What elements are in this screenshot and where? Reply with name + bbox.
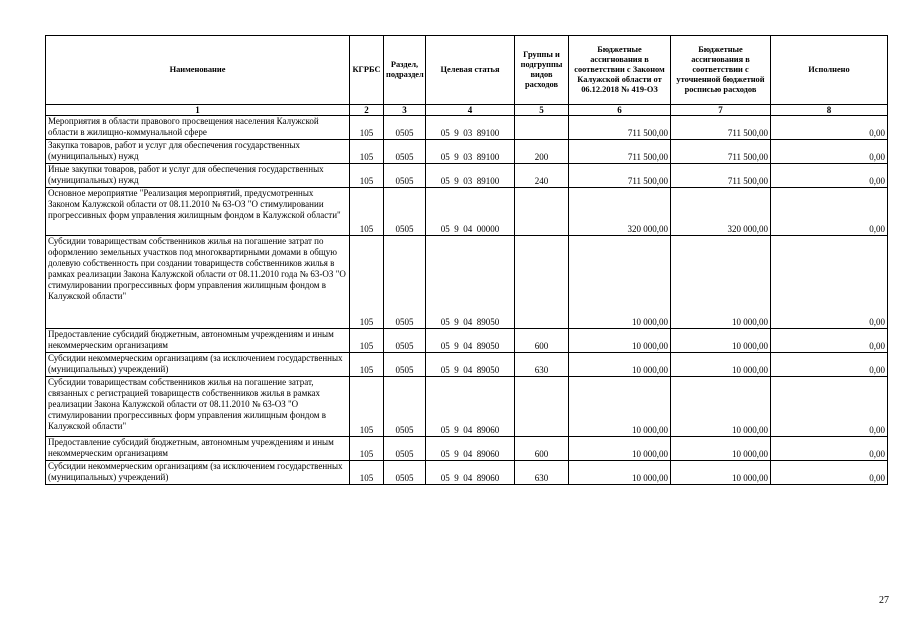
column-number: 4	[426, 105, 515, 116]
row-section: 0505	[384, 353, 426, 377]
column-number: 8	[771, 105, 888, 116]
row-kgrbs: 105	[350, 329, 384, 353]
row-executed: 0,00	[771, 188, 888, 236]
row-target: 05 9 04 89050	[426, 353, 515, 377]
row-law: 10 000,00	[569, 461, 671, 485]
row-name: Иные закупки товаров, работ и услуг для обеспечения государственных (муниципальных) нужд	[46, 164, 350, 188]
table-row	[46, 377, 888, 437]
row-target: 05 9 04 00000	[426, 188, 515, 236]
row-kgrbs: 105	[350, 116, 384, 140]
row-refined: 10 000,00	[671, 353, 771, 377]
row-section: 0505	[384, 116, 426, 140]
header-groups: Группы и подгруппы видов расходов	[515, 36, 569, 105]
row-executed: 0,00	[771, 437, 888, 461]
row-name: Предоставление субсидий бюджетным, автономным учреждениям и иным некоммерческим организациям	[46, 329, 350, 353]
row-law: 711 500,00	[569, 116, 671, 140]
row-name: Основное мероприятие "Реализация мероприятий, предусмотренных Законом Калужской области от 08.11.2010 № 63-ОЗ "О стимулировании прогрессивных форм управления жилищным фондом в Калужской области"	[46, 188, 350, 236]
row-section: 0505	[384, 188, 426, 236]
row-name: Предоставление субсидий бюджетным, автономным учреждениям и иным некоммерческим организациям	[46, 437, 350, 461]
table-row	[46, 140, 888, 164]
row-target: 05 9 03 89100	[426, 116, 515, 140]
row-law: 10 000,00	[569, 353, 671, 377]
header-section: Раздел, подраздел	[384, 36, 426, 105]
row-name: Субсидии товариществам собственников жилья на погашение затрат по оформлению земельных участков под многоквартирными домами в общую долевую собственность при создании товариществ собственников жилья в рамках реализации Закона Калужской области от 08.11.2010 года № 63-ОЗ "О стимулировании прогрессивных форм управления жилищным фондом в Калужской области"	[46, 236, 350, 329]
table-row	[46, 329, 888, 353]
row-executed: 0,00	[771, 164, 888, 188]
row-group: 600	[515, 437, 569, 461]
row-name: Субсидии некоммерческим организациям (за исключением государственных (муниципальных) учреждений)	[46, 461, 350, 485]
row-group	[515, 116, 569, 140]
row-law: 711 500,00	[569, 164, 671, 188]
row-target: 05 9 03 89100	[426, 140, 515, 164]
column-number: 6	[569, 105, 671, 116]
header-law: Бюджетные ассигнования в соответствии с Законом Калужской области от 06.12.2018 № 419-ОЗ	[569, 36, 671, 105]
row-refined: 320 000,00	[671, 188, 771, 236]
row-target: 05 9 04 89060	[426, 437, 515, 461]
row-refined: 10 000,00	[671, 377, 771, 437]
row-law: 10 000,00	[569, 437, 671, 461]
row-kgrbs: 105	[350, 437, 384, 461]
row-target: 05 9 04 89060	[426, 377, 515, 437]
header-name: Наименование	[46, 36, 350, 105]
row-group: 600	[515, 329, 569, 353]
row-refined: 711 500,00	[671, 116, 771, 140]
row-executed: 0,00	[771, 329, 888, 353]
row-target: 05 9 04 89050	[426, 236, 515, 329]
row-kgrbs: 105	[350, 188, 384, 236]
row-refined: 10 000,00	[671, 461, 771, 485]
row-target: 05 9 04 89050	[426, 329, 515, 353]
table-row	[46, 164, 888, 188]
row-kgrbs: 105	[350, 353, 384, 377]
row-executed: 0,00	[771, 377, 888, 437]
row-section: 0505	[384, 377, 426, 437]
column-number: 1	[46, 105, 350, 116]
table-row	[46, 236, 888, 329]
row-section: 0505	[384, 461, 426, 485]
header-refined: Бюджетные ассигнования в соответствии с уточненной бюджетной росписью расходов	[671, 36, 771, 105]
row-section: 0505	[384, 164, 426, 188]
row-group: 630	[515, 353, 569, 377]
row-name: Мероприятия в области правового просвещения населения Калужской области в жилищно-коммунальной сфере	[46, 116, 350, 140]
column-number: 7	[671, 105, 771, 116]
column-number: 3	[384, 105, 426, 116]
row-refined: 711 500,00	[671, 140, 771, 164]
header-row	[46, 36, 888, 105]
row-section: 0505	[384, 329, 426, 353]
table-row	[46, 116, 888, 140]
row-kgrbs: 105	[350, 377, 384, 437]
table-row	[46, 437, 888, 461]
row-executed: 0,00	[771, 116, 888, 140]
row-name: Субсидии некоммерческим организациям (за исключением государственных (муниципальных) учреждений)	[46, 353, 350, 377]
row-executed: 0,00	[771, 140, 888, 164]
row-kgrbs: 105	[350, 461, 384, 485]
row-kgrbs: 105	[350, 236, 384, 329]
row-name: Субсидии товариществам собственников жилья на погашение затрат, связанных с регистрацией товариществ собственников жилья в рамках реализации Закона Калужской области от 08.11.2010 № 63-ОЗ "О стимулировании прогрессивных форм управления жилищным фондом в Калужской области"	[46, 377, 350, 437]
row-group: 630	[515, 461, 569, 485]
row-refined: 10 000,00	[671, 236, 771, 329]
row-name: Закупка товаров, работ и услуг для обеспечения государственных (муниципальных) нужд	[46, 140, 350, 164]
row-refined: 10 000,00	[671, 437, 771, 461]
row-group: 240	[515, 164, 569, 188]
row-executed: 0,00	[771, 236, 888, 329]
column-number: 5	[515, 105, 569, 116]
row-group	[515, 236, 569, 329]
row-executed: 0,00	[771, 461, 888, 485]
column-number-row	[46, 105, 888, 116]
row-group: 200	[515, 140, 569, 164]
table-row	[46, 461, 888, 485]
header-executed: Исполнено	[771, 36, 888, 105]
table-row	[46, 353, 888, 377]
row-law: 10 000,00	[569, 329, 671, 353]
row-section: 0505	[384, 437, 426, 461]
row-refined: 10 000,00	[671, 329, 771, 353]
table-row	[46, 188, 888, 236]
row-group	[515, 377, 569, 437]
row-executed: 0,00	[771, 353, 888, 377]
row-section: 0505	[384, 236, 426, 329]
row-kgrbs: 105	[350, 140, 384, 164]
column-number: 2	[350, 105, 384, 116]
row-target: 05 9 03 89100	[426, 164, 515, 188]
row-law: 711 500,00	[569, 140, 671, 164]
row-group	[515, 188, 569, 236]
page-number: 27	[879, 595, 889, 606]
row-law: 10 000,00	[569, 236, 671, 329]
budget-table	[45, 35, 888, 485]
row-section: 0505	[384, 140, 426, 164]
row-target: 05 9 04 89060	[426, 461, 515, 485]
row-refined: 711 500,00	[671, 164, 771, 188]
row-law: 10 000,00	[569, 377, 671, 437]
row-kgrbs: 105	[350, 164, 384, 188]
header-kgrbs: КГРБС	[350, 36, 384, 105]
row-law: 320 000,00	[569, 188, 671, 236]
header-target: Целевая статья	[426, 36, 515, 105]
